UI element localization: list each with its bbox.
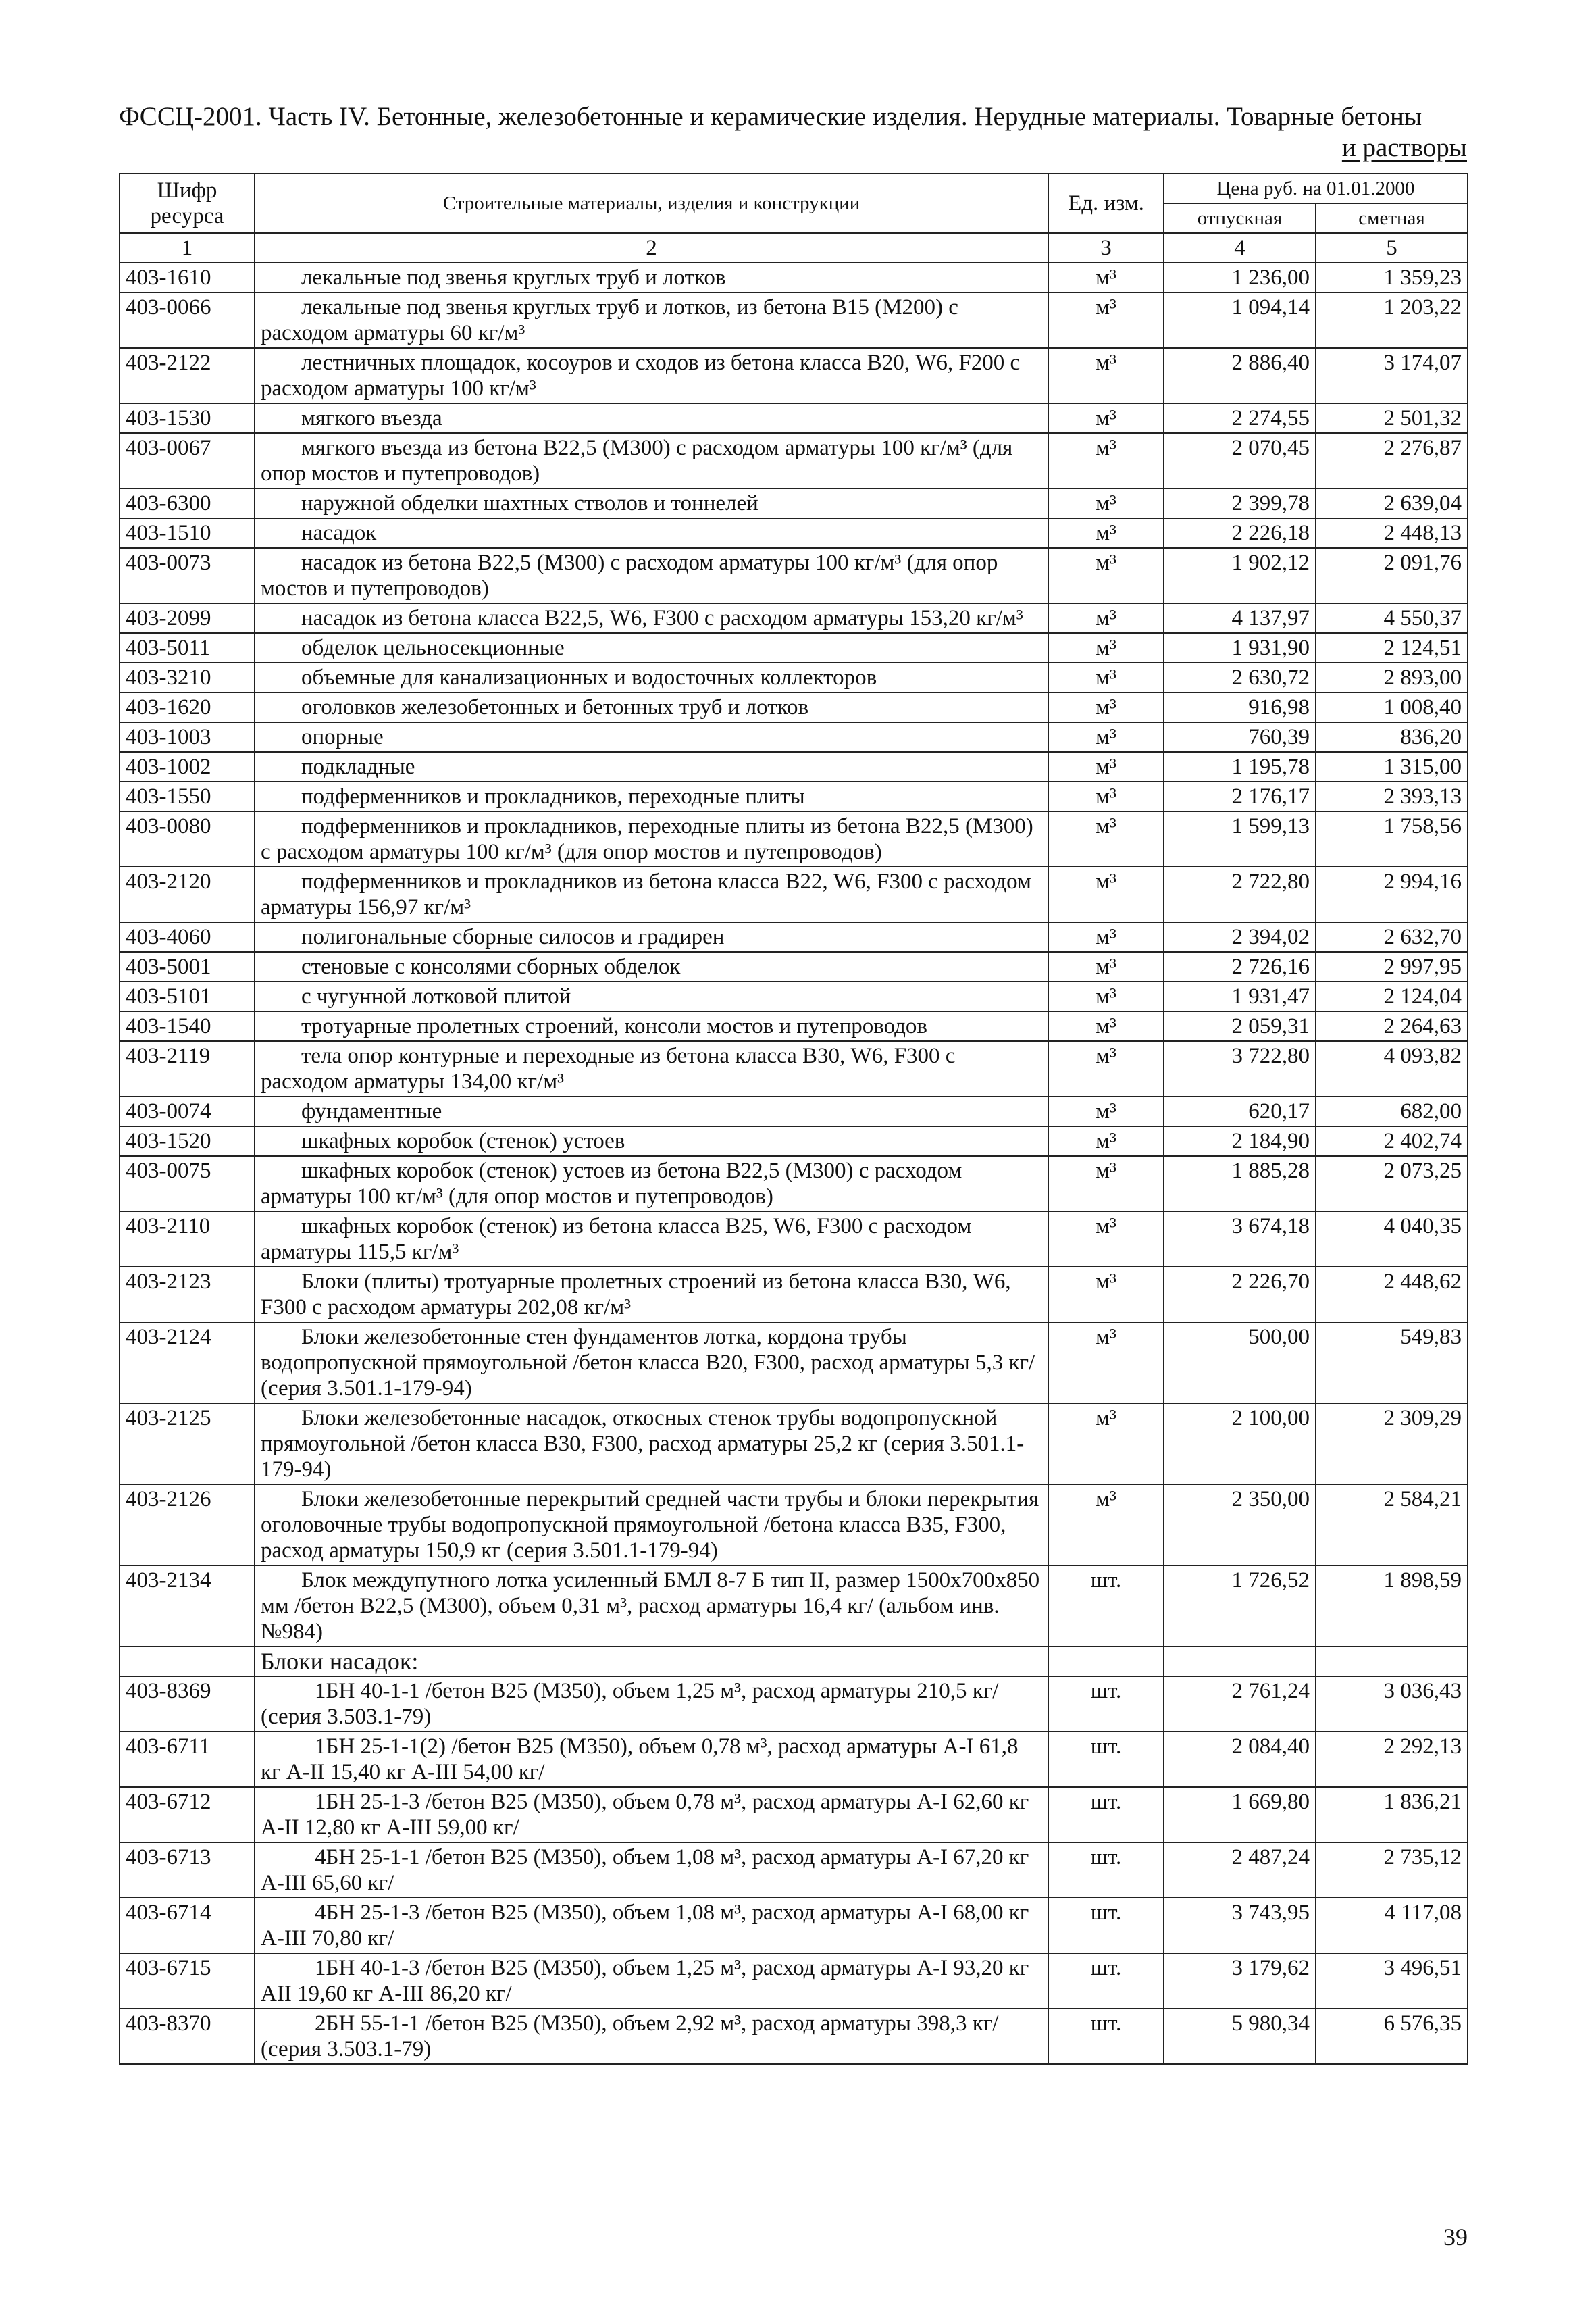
price-release: 3 743,95 [1164,1898,1316,1953]
price-release: 2 184,90 [1164,1126,1316,1156]
resource-code: 403-1550 [120,782,255,811]
table-row [120,1787,1468,1842]
price-release: 3 722,80 [1164,1041,1316,1097]
price-release: 2 070,45 [1164,433,1316,488]
table-row [120,922,1468,952]
material-name: мягкого въезда [255,403,1048,433]
table-row [120,603,1468,633]
price-estimate: 4 093,82 [1316,1041,1468,1097]
table-row [120,782,1468,811]
resource-code: 403-0066 [120,293,255,348]
price-estimate: 1 898,59 [1316,1565,1468,1646]
material-name: подферменников и прокладников, переходные плиты [255,782,1048,811]
table-row [120,263,1468,293]
resource-code: 403-8370 [120,2009,255,2064]
price-estimate: 1 315,00 [1316,752,1468,782]
price-estimate: 4 040,35 [1316,1211,1468,1267]
price-release: 2 630,72 [1164,663,1316,693]
price-release: 1 931,47 [1164,982,1316,1011]
price-estimate: 3 496,51 [1316,1953,1468,2009]
material-name: лекальные под звенья круглых труб и лотков [255,263,1048,293]
price-estimate: 549,83 [1316,1322,1468,1403]
resource-code: 403-2126 [120,1484,255,1565]
material-name: оголовков железобетонных и бетонных труб и лотков [255,693,1048,722]
resource-code: 403-2124 [120,1322,255,1403]
price-release: 2 394,02 [1164,922,1316,952]
unit-cell: м³ [1048,348,1164,403]
material-name: насадок из бетона класса В22,5, W6, F300 с расходом арматуры 153,20 кг/м³ [255,603,1048,633]
material-name: 1БН 40-1-3 /бетон В25 (М350), объем 1,25 м³, расход арматуры А-I 93,20 кг АII 19,60 кг А-III 86,20 кг/ [255,1953,1048,2009]
unit-cell: м³ [1048,548,1164,603]
col-header-name: Строительные материалы, изделия и конструкции [255,174,1048,233]
col-number: 1 [120,233,255,263]
table-row [120,1953,1468,2009]
table-row [120,693,1468,722]
table-row [120,548,1468,603]
unit-cell: м³ [1048,1011,1164,1041]
material-name: 4БН 25-1-1 /бетон В25 (М350), объем 1,08 м³, расход арматуры А-I 67,20 кг А-III 65,60 кг/ [255,1842,1048,1898]
table-row [120,982,1468,1011]
price-release: 2 487,24 [1164,1842,1316,1898]
price-release: 1 094,14 [1164,293,1316,348]
price-release: 2 100,00 [1164,1403,1316,1484]
table-row [120,867,1468,922]
resource-code: 403-6714 [120,1898,255,1953]
resource-code: 403-6711 [120,1732,255,1787]
price-release: 1 669,80 [1164,1787,1316,1842]
price-estimate: 1 008,40 [1316,693,1468,722]
table-row [120,1126,1468,1156]
unit-cell: м³ [1048,663,1164,693]
resource-code: 403-1510 [120,518,255,548]
price-release: 2 059,31 [1164,1011,1316,1041]
price-estimate: 4 550,37 [1316,603,1468,633]
material-name: подферменников и прокладников из бетона класса В22, W6, F300 с расходом арматуры 156,97 кг/м³ [255,867,1048,922]
table-row [120,403,1468,433]
unit-cell: шт. [1048,1953,1164,2009]
table-row [120,1403,1468,1484]
resource-code: 403-6713 [120,1842,255,1898]
section-code-cell [120,1646,255,1676]
table-row [120,433,1468,488]
unit-cell: м³ [1048,722,1164,752]
price-estimate: 2 264,63 [1316,1011,1468,1041]
col-number: 4 [1164,233,1316,263]
price-release: 2 084,40 [1164,1732,1316,1787]
price-release: 2 722,80 [1164,867,1316,922]
price-estimate: 2 448,62 [1316,1267,1468,1322]
resource-code: 403-1620 [120,693,255,722]
table-row [120,633,1468,663]
price-estimate: 1 836,21 [1316,1787,1468,1842]
unit-cell: м³ [1048,518,1164,548]
price-estimate: 1 758,56 [1316,811,1468,867]
table-header [120,174,1468,263]
price-estimate: 2 073,25 [1316,1156,1468,1211]
price-estimate: 2 893,00 [1316,663,1468,693]
price-estimate: 2 124,04 [1316,982,1468,1011]
material-name: подферменников и прокладников, переходные плиты из бетона В22,5 (М300) с расходом арматуры 100 кг/м³ (для опор мостов и путепроводов) [255,811,1048,867]
price-release: 2 274,55 [1164,403,1316,433]
table-row [120,1732,1468,1787]
resource-code: 403-1002 [120,752,255,782]
price-estimate: 2 448,13 [1316,518,1468,548]
resource-code: 403-3210 [120,663,255,693]
table-row [120,293,1468,348]
unit-cell: м³ [1048,488,1164,518]
material-name: насадок из бетона В22,5 (М300) с расходом арматуры 100 кг/м³ (для опор мостов и путепроводов) [255,548,1048,603]
table-section [120,1646,1468,1676]
table-row [120,1156,1468,1211]
price-release: 2 350,00 [1164,1484,1316,1565]
material-name: Блоки железобетонные насадок, откосных стенок трубы водопропускной прямоугольной /бетон класса В30, F300, расход арматуры 25,2 кг (серия 3.501.1-179-94) [255,1403,1048,1484]
price-estimate: 2 735,12 [1316,1842,1468,1898]
price-table [119,173,1468,2065]
material-name: стеновые с консолями сборных обделок [255,952,1048,982]
section-row [120,1646,1468,1676]
material-name: шкафных коробок (стенок) устоев [255,1126,1048,1156]
material-name: обделок цельносекционные [255,633,1048,663]
price-release: 1 599,13 [1164,811,1316,867]
price-estimate: 2 994,16 [1316,867,1468,922]
unit-cell: м³ [1048,952,1164,982]
unit-cell: м³ [1048,782,1164,811]
resource-code: 403-0074 [120,1097,255,1126]
material-name: шкафных коробок (стенок) устоев из бетона В22,5 (М300) с расходом арматуры 100 кг/м³ (для опор мостов и путепроводов) [255,1156,1048,1211]
unit-cell: шт. [1048,1565,1164,1646]
unit-cell: м³ [1048,293,1164,348]
price-release: 2 226,18 [1164,518,1316,548]
table-row [120,752,1468,782]
page-number: 39 [1443,2223,1468,2250]
price-estimate: 3 036,43 [1316,1676,1468,1732]
table-row [120,1565,1468,1646]
resource-code: 403-0080 [120,811,255,867]
unit-cell: м³ [1048,1322,1164,1403]
table-row [120,1267,1468,1322]
resource-code: 403-2120 [120,867,255,922]
col-header-code: Шифр ресурса [120,174,255,233]
price-estimate: 2 402,74 [1316,1126,1468,1156]
resource-code: 403-8369 [120,1676,255,1732]
table-row [120,1211,1468,1267]
price-release: 2 726,16 [1164,952,1316,982]
col-header-price-estimate: сметная [1316,203,1468,233]
table-row [120,1484,1468,1565]
material-name: Блоки железобетонные стен фундаментов лотка, кордона трубы водопропускной прямоугольной /бетон класса В20, F300, расход арматуры 5,3 кг/ (серия 3.501.1-179-94) [255,1322,1048,1403]
price-release: 1 726,52 [1164,1565,1316,1646]
unit-cell: шт. [1048,1787,1164,1842]
unit-cell: м³ [1048,1484,1164,1565]
resource-code: 403-2123 [120,1267,255,1322]
material-name: тротуарные пролетных строений, консоли мостов и путепроводов [255,1011,1048,1041]
unit-cell: шт. [1048,1676,1164,1732]
page-header [119,101,1467,164]
table-row [120,811,1468,867]
unit-cell: м³ [1048,867,1164,922]
unit-cell: м³ [1048,752,1164,782]
table-row [120,348,1468,403]
table-row [120,1322,1468,1403]
material-name: лестничных площадок, косоуров и сходов из бетона класса В20, W6, F200 с расходом арматуры 100 кг/м³ [255,348,1048,403]
price-estimate: 1 359,23 [1316,263,1468,293]
material-name: шкафных коробок (стенок) из бетона класса В25, W6, F300 с расходом арматуры 115,5 кг/м³ [255,1211,1048,1267]
material-name: Блоки (плиты) тротуарные пролетных строений из бетона класса В30, W6, F300 с расходом арматуры 202,08 кг/м³ [255,1267,1048,1322]
price-release: 1 236,00 [1164,263,1316,293]
price-estimate: 2 276,87 [1316,433,1468,488]
price-release: 5 980,34 [1164,2009,1316,2064]
material-name: тела опор контурные и переходные из бетона класса В30, W6, F300 с расходом арматуры 134,00 кг/м³ [255,1041,1048,1097]
unit-cell: шт. [1048,1898,1164,1953]
unit-cell: м³ [1048,603,1164,633]
unit-cell: м³ [1048,1097,1164,1126]
material-name: 1БН 25-1-3 /бетон В25 (М350), объем 0,78 м³, расход арматуры А-I 62,60 кг А-II 12,80 кг А-III 59,00 кг/ [255,1787,1048,1842]
resource-code: 403-2119 [120,1041,255,1097]
table-row [120,1842,1468,1898]
price-release: 4 137,97 [1164,603,1316,633]
price-release: 2 176,17 [1164,782,1316,811]
unit-cell: м³ [1048,1403,1164,1484]
section-unit-cell [1048,1646,1164,1676]
table-row [120,1097,1468,1126]
unit-cell: м³ [1048,811,1164,867]
material-name: опорные [255,722,1048,752]
price-release: 500,00 [1164,1322,1316,1403]
resource-code: 403-6300 [120,488,255,518]
header-title-continuation: и растворы [1341,133,1467,162]
price-release: 620,17 [1164,1097,1316,1126]
resource-code: 403-5101 [120,982,255,1011]
material-name: 4БН 25-1-3 /бетон В25 (М350), объем 1,08 м³, расход арматуры А-I 68,00 кг А-III 70,80 кг/ [255,1898,1048,1953]
unit-cell: шт. [1048,1842,1164,1898]
price-estimate: 2 309,29 [1316,1403,1468,1484]
resource-code: 403-5001 [120,952,255,982]
section-estimate-cell [1316,1646,1468,1676]
table-row [120,2009,1468,2064]
resource-code: 403-2110 [120,1211,255,1267]
header-title: ФССЦ-2001. Часть IV. Бетонные, железобетонные и керамические изделия. Нерудные материалы. Товарные бетоны [119,102,1422,131]
price-release: 2 886,40 [1164,348,1316,403]
price-release: 3 674,18 [1164,1211,1316,1267]
col-header-price-release: отпускная [1164,203,1316,233]
price-release: 1 195,78 [1164,752,1316,782]
resource-code: 403-2125 [120,1403,255,1484]
material-name: мягкого въезда из бетона В22,5 (М300) с расходом арматуры 100 кг/м³ (для опор мостов и путепроводов) [255,433,1048,488]
price-estimate: 2 124,51 [1316,633,1468,663]
price-estimate: 682,00 [1316,1097,1468,1126]
price-release: 916,98 [1164,693,1316,722]
col-header-price-group: Цена руб. на 01.01.2000 [1164,174,1468,203]
resource-code: 403-6715 [120,1953,255,2009]
price-estimate: 2 393,13 [1316,782,1468,811]
material-name: Блок междупутного лотка усиленный БМЛ 8-7 Б тип II, размер 1500х700х850 мм /бетон В22,5 (М300), объем 0,31 м³, расход арматуры 16,4 кг/ (альбом инв. №984) [255,1565,1048,1646]
col-header-unit: Ед. изм. [1048,174,1164,233]
unit-cell: м³ [1048,1267,1164,1322]
unit-cell: м³ [1048,1041,1164,1097]
resource-code: 403-5011 [120,633,255,663]
price-estimate: 2 091,76 [1316,548,1468,603]
unit-cell: шт. [1048,1732,1164,1787]
resource-code: 403-1610 [120,263,255,293]
resource-code: 403-2122 [120,348,255,403]
price-estimate: 2 584,21 [1316,1484,1468,1565]
price-release: 2 226,70 [1164,1267,1316,1322]
material-name: Блоки железобетонные перекрытий средней части трубы и блоки перекрытия оголовочные трубы водопропускной прямоугольной /бетона класса В35, F300, расход арматуры 150,9 кг (серия 3.501.1-179-94) [255,1484,1048,1565]
resource-code: 403-1520 [120,1126,255,1156]
unit-cell: шт. [1048,2009,1164,2064]
price-estimate: 2 632,70 [1316,922,1468,952]
resource-code: 403-0073 [120,548,255,603]
material-name: фундаментные [255,1097,1048,1126]
table-row [120,722,1468,752]
unit-cell: м³ [1048,1156,1164,1211]
unit-cell: м³ [1048,633,1164,663]
resource-code: 403-1530 [120,403,255,433]
unit-cell: м³ [1048,433,1164,488]
price-estimate: 4 117,08 [1316,1898,1468,1953]
price-estimate: 2 501,32 [1316,403,1468,433]
price-release: 760,39 [1164,722,1316,752]
table-row [120,1676,1468,1732]
price-estimate: 2 292,13 [1316,1732,1468,1787]
table-row [120,488,1468,518]
col-number: 2 [255,233,1048,263]
unit-cell: м³ [1048,922,1164,952]
price-release: 2 761,24 [1164,1676,1316,1732]
price-release: 3 179,62 [1164,1953,1316,2009]
table-row [120,663,1468,693]
price-estimate: 2 639,04 [1316,488,1468,518]
material-name: лекальные под звенья круглых труб и лотков, из бетона В15 (М200) с расходом арматуры 60 кг/м³ [255,293,1048,348]
unit-cell: м³ [1048,1126,1164,1156]
resource-code: 403-2099 [120,603,255,633]
col-number: 3 [1048,233,1164,263]
price-estimate: 1 203,22 [1316,293,1468,348]
unit-cell: м³ [1048,403,1164,433]
price-release: 2 399,78 [1164,488,1316,518]
price-estimate: 836,20 [1316,722,1468,752]
table-row [120,1898,1468,1953]
col-number: 5 [1316,233,1468,263]
price-estimate: 3 174,07 [1316,348,1468,403]
unit-cell: м³ [1048,693,1164,722]
section-title: Блоки насадок: [255,1646,1048,1676]
price-release: 1 931,90 [1164,633,1316,663]
unit-cell: м³ [1048,263,1164,293]
resource-code: 403-0067 [120,433,255,488]
material-name: полигональные сборные силосов и градирен [255,922,1048,952]
price-estimate: 6 576,35 [1316,2009,1468,2064]
resource-code: 403-1540 [120,1011,255,1041]
price-release: 1 902,12 [1164,548,1316,603]
resource-code: 403-0075 [120,1156,255,1211]
material-name: с чугунной лотковой плитой [255,982,1048,1011]
resource-code: 403-1003 [120,722,255,752]
material-name: наружной обделки шахтных стволов и тоннелей [255,488,1048,518]
material-name: 1БН 25-1-1(2) /бетон В25 (М350), объем 0,78 м³, расход арматуры А-I 61,8 кг А-II 15,40 кг А-III 54,00 кг/ [255,1732,1048,1787]
unit-cell: м³ [1048,1211,1164,1267]
table-body-blocks [120,1676,1468,2064]
section-release-cell [1164,1646,1316,1676]
material-name: 1БН 40-1-1 /бетон В25 (М350), объем 1,25 м³, расход арматуры 210,5 кг/ (серия 3.503.1-79) [255,1676,1048,1732]
price-estimate: 2 997,95 [1316,952,1468,982]
unit-cell: м³ [1048,982,1164,1011]
resource-code: 403-6712 [120,1787,255,1842]
resource-code: 403-2134 [120,1565,255,1646]
material-name: 2БН 55-1-1 /бетон В25 (М350), объем 2,92 м³, расход арматуры 398,3 кг/ (серия 3.503.1-79) [255,2009,1048,2064]
resource-code: 403-4060 [120,922,255,952]
price-release: 1 885,28 [1164,1156,1316,1211]
table-body [120,263,1468,1646]
table-row [120,1041,1468,1097]
table-row [120,952,1468,982]
material-name: насадок [255,518,1048,548]
material-name: объемные для канализационных и водосточных коллекторов [255,663,1048,693]
table-row [120,1011,1468,1041]
material-name: подкладные [255,752,1048,782]
table-row [120,518,1468,548]
